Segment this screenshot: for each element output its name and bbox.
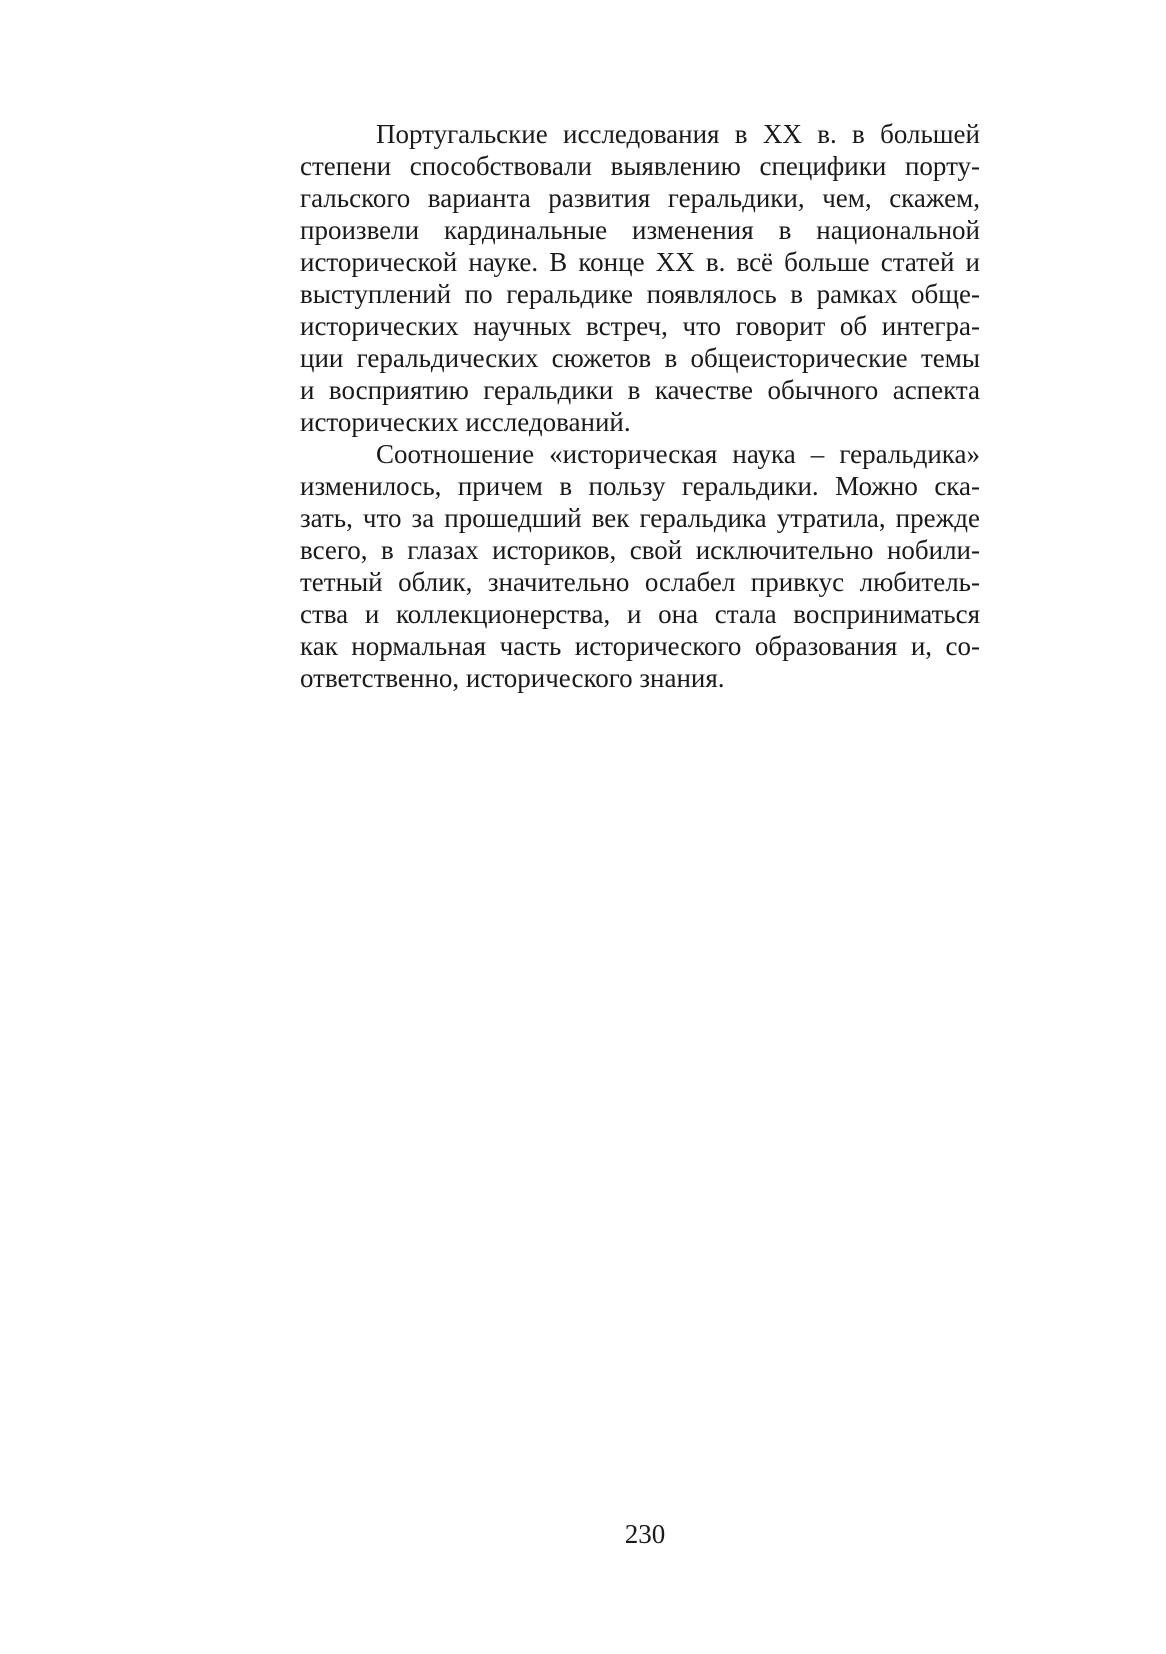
text-line: гальского варианта развития геральдики, чем, скажем,	[300, 183, 980, 213]
page-number: 230	[624, 1519, 666, 1549]
text-line: изменилось, причем в пользу геральдики. Можно ска-	[300, 471, 980, 501]
text-line: выступлений по геральдике появлялось в рамках обще-	[300, 279, 980, 309]
text-line: исторических исследований.	[300, 407, 631, 437]
text-line: всего, в глазах историков, свой исключительно нобили-	[300, 535, 980, 565]
text-line: степени способствовали выявлению специфики порту-	[300, 151, 980, 181]
text-line: произвели кардинальные изменения в национальной	[300, 215, 980, 245]
text-line: Португальские исследования в ХХ в. в большей	[376, 119, 980, 149]
text-line: исторических научных встреч, что говорит об интегра-	[300, 311, 980, 341]
text-line: ства и коллекционерства, и она стала восприниматься	[300, 599, 980, 629]
body-text	[300, 118, 980, 694]
text-line: ции геральдических сюжетов в общеисторические темы	[300, 343, 980, 373]
text-line: тетный облик, значительно ослабел привкус любитель-	[300, 567, 980, 597]
text-line: как нормальная часть исторического образования и, со-	[300, 631, 980, 661]
paragraph-2	[300, 438, 980, 694]
text-line: исторической науке. В конце ХХ в. всё больше статей и	[300, 247, 980, 277]
text-line: зать, что за прошедший век геральдика утратила, прежде	[300, 503, 980, 533]
text-line: Соотношение «историческая наука – геральдика»	[376, 439, 980, 469]
text-line: и восприятию геральдики в качестве обычного аспекта	[300, 375, 980, 405]
paragraph-1	[300, 118, 980, 438]
text-line: ответственно, исторического знания.	[300, 663, 725, 693]
